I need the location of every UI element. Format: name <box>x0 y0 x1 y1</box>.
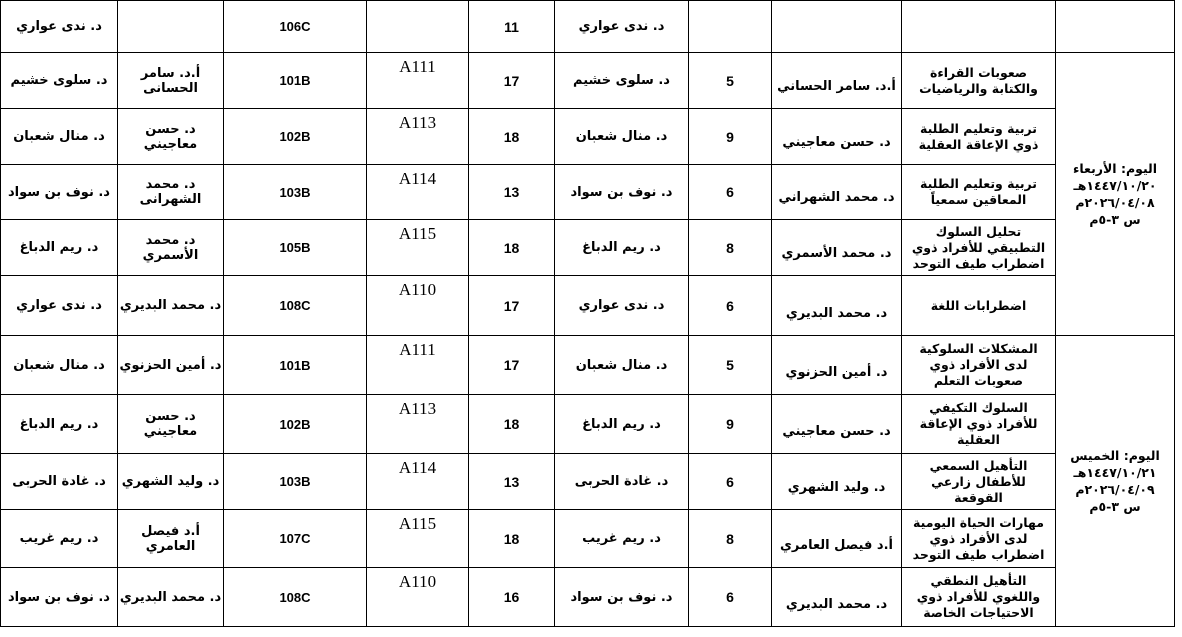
observer-name: أ.د فيصل العامري <box>118 510 224 568</box>
hall-code: 103B <box>224 454 367 510</box>
reserve-name: د. ريم الدباغ <box>1 220 118 276</box>
section-count: 6 <box>689 568 772 627</box>
observer-name: د. حسن معاجيني <box>118 109 224 165</box>
section-count: 6 <box>689 454 772 510</box>
hall-code: 103B <box>224 165 367 220</box>
table-row <box>1 336 1175 395</box>
room-code: A110 <box>367 568 469 627</box>
reserve-name: د. منال شعبان <box>1 336 118 395</box>
course-name: التأهيل السمعي للأطفال زارعي القوقعة <box>902 454 1056 510</box>
room-code: A110 <box>367 276 469 336</box>
student-count: 13 <box>469 165 555 220</box>
hall-code: 101B <box>224 336 367 395</box>
table-row <box>1 220 1175 276</box>
course-name: تربية وتعليم الطلبة ذوي الإعاقة العقلية <box>902 109 1056 165</box>
student-count: 13 <box>469 454 555 510</box>
day-name: اليوم: الخميس <box>1070 448 1160 463</box>
room-code: A114 <box>367 454 469 510</box>
invigilator-name: د. ريم الدباغ <box>555 220 689 276</box>
invigilator-name: د. ندى عواري <box>555 1 689 53</box>
course-name: التأهيل النطقي واللغوي للأفراد ذوي الاحتياجات الخاصة <box>902 568 1056 627</box>
room-code: A113 <box>367 109 469 165</box>
hall-code: 107C <box>224 510 367 568</box>
day-cell <box>1056 1 1175 53</box>
section-count <box>689 1 772 53</box>
lecturer-name: د. محمد البديري <box>772 568 902 627</box>
hijri-date: ١٤٤٧/١٠/٢١هـ <box>1073 465 1157 480</box>
reserve-name: د. نوف بن سواد <box>1 165 118 220</box>
invigilator-name: د. نوف بن سواد <box>555 568 689 627</box>
room-code: A114 <box>367 165 469 220</box>
course-name: تحليل السلوك التطبيقي للأفراد ذوي اضطراب طيف التوحد <box>902 220 1056 276</box>
student-count: 18 <box>469 220 555 276</box>
lecturer-name: أ.د. سامر الحساني <box>772 53 902 109</box>
course-name: صعوبات القراءة والكتابة والرياضيات <box>902 53 1056 109</box>
reserve-name: د. ندى عواري <box>1 276 118 336</box>
observer-name: د. محمد البديري <box>118 568 224 627</box>
invigilator-name: د. ريم الدباغ <box>555 395 689 454</box>
day-cell-wednesday <box>1056 53 1175 336</box>
lecturer-name <box>772 1 902 53</box>
course-name: مهارات الحياة اليومية لدى الأفراد ذوي اضطراب طيف التوحد <box>902 510 1056 568</box>
room-code <box>367 1 469 53</box>
lecturer-name: د. حسن معاجيني <box>772 395 902 454</box>
course-name: المشكلات السلوكية لدى الأفراد ذوي صعوبات التعلم <box>902 336 1056 395</box>
hall-code: 108C <box>224 568 367 627</box>
observer-name: د. حسن معاجيني <box>118 395 224 454</box>
table-row <box>1 165 1175 220</box>
table-row <box>1 510 1175 568</box>
day-name: اليوم: الأربعاء <box>1072 161 1158 176</box>
section-count: 6 <box>689 165 772 220</box>
reserve-name: د. منال شعبان <box>1 109 118 165</box>
hall-code: 106C <box>224 1 367 53</box>
course-name: اضطرابات اللغة <box>902 276 1056 336</box>
invigilator-name: د. ندى عواري <box>555 276 689 336</box>
observer-name: د. وليد الشهري <box>118 454 224 510</box>
room-code: A115 <box>367 220 469 276</box>
table-row <box>1 276 1175 336</box>
student-count: 18 <box>469 395 555 454</box>
student-count: 11 <box>469 1 555 53</box>
invigilator-name: د. نوف بن سواد <box>555 165 689 220</box>
observer-name: د. محمد الشهرانى <box>118 165 224 220</box>
reserve-name: د. ريم غريب <box>1 510 118 568</box>
invigilator-name: د. ريم غريب <box>555 510 689 568</box>
observer-name: د. أمين الحزنوي <box>118 336 224 395</box>
course-name: تربية وتعليم الطلبة المعاقين سمعياً <box>902 165 1056 220</box>
reserve-name: د. سلوى خشيم <box>1 53 118 109</box>
day-cell-thursday <box>1056 336 1175 627</box>
section-count: 9 <box>689 395 772 454</box>
student-count: 18 <box>469 510 555 568</box>
room-code: A111 <box>367 53 469 109</box>
section-count: 9 <box>689 109 772 165</box>
section-count: 5 <box>689 53 772 109</box>
reserve-name: د. نوف بن سواد <box>1 568 118 627</box>
course-name: السلوك التكيفي للأفراد ذوي الإعاقة العقلية <box>902 395 1056 454</box>
lecturer-name: د. أمين الحزنوي <box>772 336 902 395</box>
reserve-name: د. ريم الدباغ <box>1 395 118 454</box>
student-count: 17 <box>469 53 555 109</box>
room-code: A111 <box>367 336 469 395</box>
gregorian-date: ٢٠٢٦/٠٤/٠٩م <box>1075 482 1155 497</box>
table-row <box>1 454 1175 510</box>
gregorian-date: ٢٠٢٦/٠٤/٠٨م <box>1075 195 1155 210</box>
exam-time: س ٣-٥م <box>1089 499 1141 514</box>
reserve-name: د. غادة الحربى <box>1 454 118 510</box>
exam-time: س ٣-٥م <box>1089 212 1141 227</box>
hall-code: 102B <box>224 109 367 165</box>
section-count: 6 <box>689 276 772 336</box>
section-count: 8 <box>689 220 772 276</box>
room-code: A115 <box>367 510 469 568</box>
table-row <box>1 109 1175 165</box>
lecturer-name: د. حسن معاجيني <box>772 109 902 165</box>
hall-code: 102B <box>224 395 367 454</box>
room-code: A113 <box>367 395 469 454</box>
observer-name: د. محمد الأسمري <box>118 220 224 276</box>
lecturer-name: أ.د فيصل العامري <box>772 510 902 568</box>
invigilator-name: د. منال شعبان <box>555 109 689 165</box>
table-row <box>1 395 1175 454</box>
lecturer-name: د. محمد الأسمري <box>772 220 902 276</box>
student-count: 17 <box>469 336 555 395</box>
observer-name <box>118 1 224 53</box>
observer-name: د. محمد البديري <box>118 276 224 336</box>
lecturer-name: د. وليد الشهري <box>772 454 902 510</box>
reserve-name: د. ندى عواري <box>1 1 118 53</box>
lecturer-name: د. محمد الشهراني <box>772 165 902 220</box>
student-count: 16 <box>469 568 555 627</box>
section-count: 8 <box>689 510 772 568</box>
invigilator-name: د. غادة الحربى <box>555 454 689 510</box>
section-count: 5 <box>689 336 772 395</box>
hall-code: 105B <box>224 220 367 276</box>
lecturer-name: د. محمد البديري <box>772 276 902 336</box>
student-count: 17 <box>469 276 555 336</box>
table-row <box>1 1 1175 53</box>
student-count: 18 <box>469 109 555 165</box>
hall-code: 108C <box>224 276 367 336</box>
hall-code: 101B <box>224 53 367 109</box>
table-row <box>1 568 1175 627</box>
invigilator-name: د. سلوى خشيم <box>555 53 689 109</box>
hijri-date: ١٤٤٧/١٠/٢٠هـ <box>1073 178 1157 193</box>
course-name <box>902 1 1056 53</box>
table-row <box>1 53 1175 109</box>
observer-name: أ.د. سامر الحسانى <box>118 53 224 109</box>
invigilator-name: د. منال شعبان <box>555 336 689 395</box>
